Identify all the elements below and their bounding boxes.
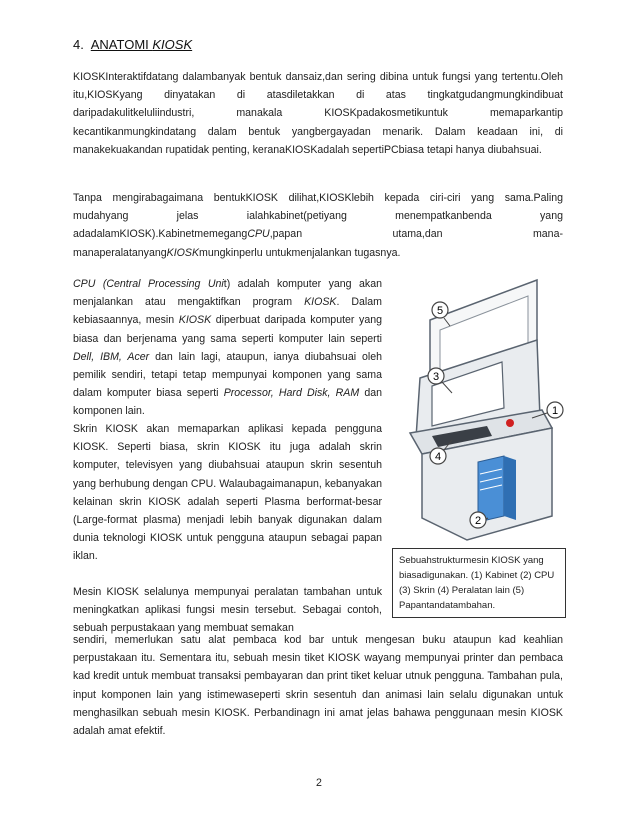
paragraph-screen: Skrin KIOSK akan memaparkan aplikasi kepada pengguna KIOSK. Seperti biasa, skrin KIOSK itu juga adalah skrin komputer, televisyen yang diubahsuai ataupun skrin sesentuh yang berhubung dengan CPU. Walaubagaimanapun, kebanyakan kelainan skrin KIOSK adalah seperti Plasma berformat-besar (Large-format plasma) menjadi lebih banyak digunakan dalam dunia teknologi KIOSK untuk pengguna ataupun sebagai papan iklan. [73,423,382,563]
kiosk-red-button [506,419,514,427]
section-title: ANATOMI KIOSK [90,37,193,52]
callout-label-3: 3 [432,371,440,383]
section-heading [73,37,192,52]
page-number: 2 [316,777,322,789]
kiosk-cpu-side [504,456,516,520]
paragraph-conclusion: sendiri, memerlukan satu alat pembaca kod bar untuk mengesan buku ataupun kad keahlian perpustakaan itu. Sementara itu, sebuah mesin tiket KIOSK wayang mempunyai printer dan pembaca kad kredit untuk membuat transaksi pembayaran dan print tiket keluar utnuk pengguna. Tambahan pula, input komponen lain yang istimewaseperti skrin sesentuh dan animasi lain selalu digunakan untuk menghasilkan sebuah mesin KIOSK. Perbandinagn ini amat jelas bahawa penggunaan mesin KIOSK adalah amat efektif. [73,634,563,738]
callout-label-4: 4 [434,451,442,463]
paragraph-cabinet: Tanpa mengirabagaimana bentukKIOSK dilihat,KIOSKlebih kepada ciri-ciri yang sama.Paling mudahyang jelas ialahkabinet(petiyang menempatkanbenda yang adadalamKIOSK).KabinetmemegangCPU,papan utama,dan mana-manaperalatanyangKIOSKmungkinperlu untukmenjalankan tugasnya. [73,192,563,259]
section-number: 4. [73,37,84,52]
callout-label-5: 5 [436,305,444,317]
paragraph-cpu: CPU (Central Processing Unit) adalah komputer yang akan menjalankan atau mengaktifkan program KIOSK. Dalam kebiasaannya, mesin KIOSK diperbuat daripada komputer yang biasa dan berjenama yang sama seperti komputer lain seperti Dell, IBM, Acer dan lain lagi, ataupun, ianya diubahsuai oleh pemilik sendiri, tetapi tetap mempunyai komponen yang sama dalam komputer biasa seperti Processor, Hard Disk, RAM dan komponen lain. [73,278,383,418]
paragraph-intro: KIOSKInteraktifdatang dalambanyak bentuk dansaiz,dan sering dibina untuk fungsi yang tertentu.Oleh itu,KIOSKyang dinyatakan di atasdiletakkan di atas tingkatgudangmungkindibuat daripadakulitkeluliindustri, manakala KIOSKpadakosmetikuntuk memaparkantip kecantikanmungkindatang dalam bentuk yangbergayadan menarik. Dalam keadaan ini, di manakekuakandan rupatidak penting, keranaKIOSKadalah sepertiPCbiasa tetapi hanya diubahsuai. [73,71,563,156]
figure-caption: Sebuahstrukturmesin KIOSK yang biasadigunakan. (1) Kabinet (2) CPU (3) Skrin (4) Peralatan lain (5) Papantandatambahan. [392,548,566,618]
callout-label-1: 1 [551,405,559,417]
kiosk-cpu-tower [478,456,504,522]
kiosk-illustration [392,268,570,548]
callout-label-2: 2 [474,515,482,527]
paragraph-peripherals: Mesin KIOSK selalunya mempunyai peralatan tambahan untuk meningkatkan aplikasi fungsi mesin tersebut. Sebagai contoh, sebuah perpustakaan yang membuat semakan [73,586,382,635]
